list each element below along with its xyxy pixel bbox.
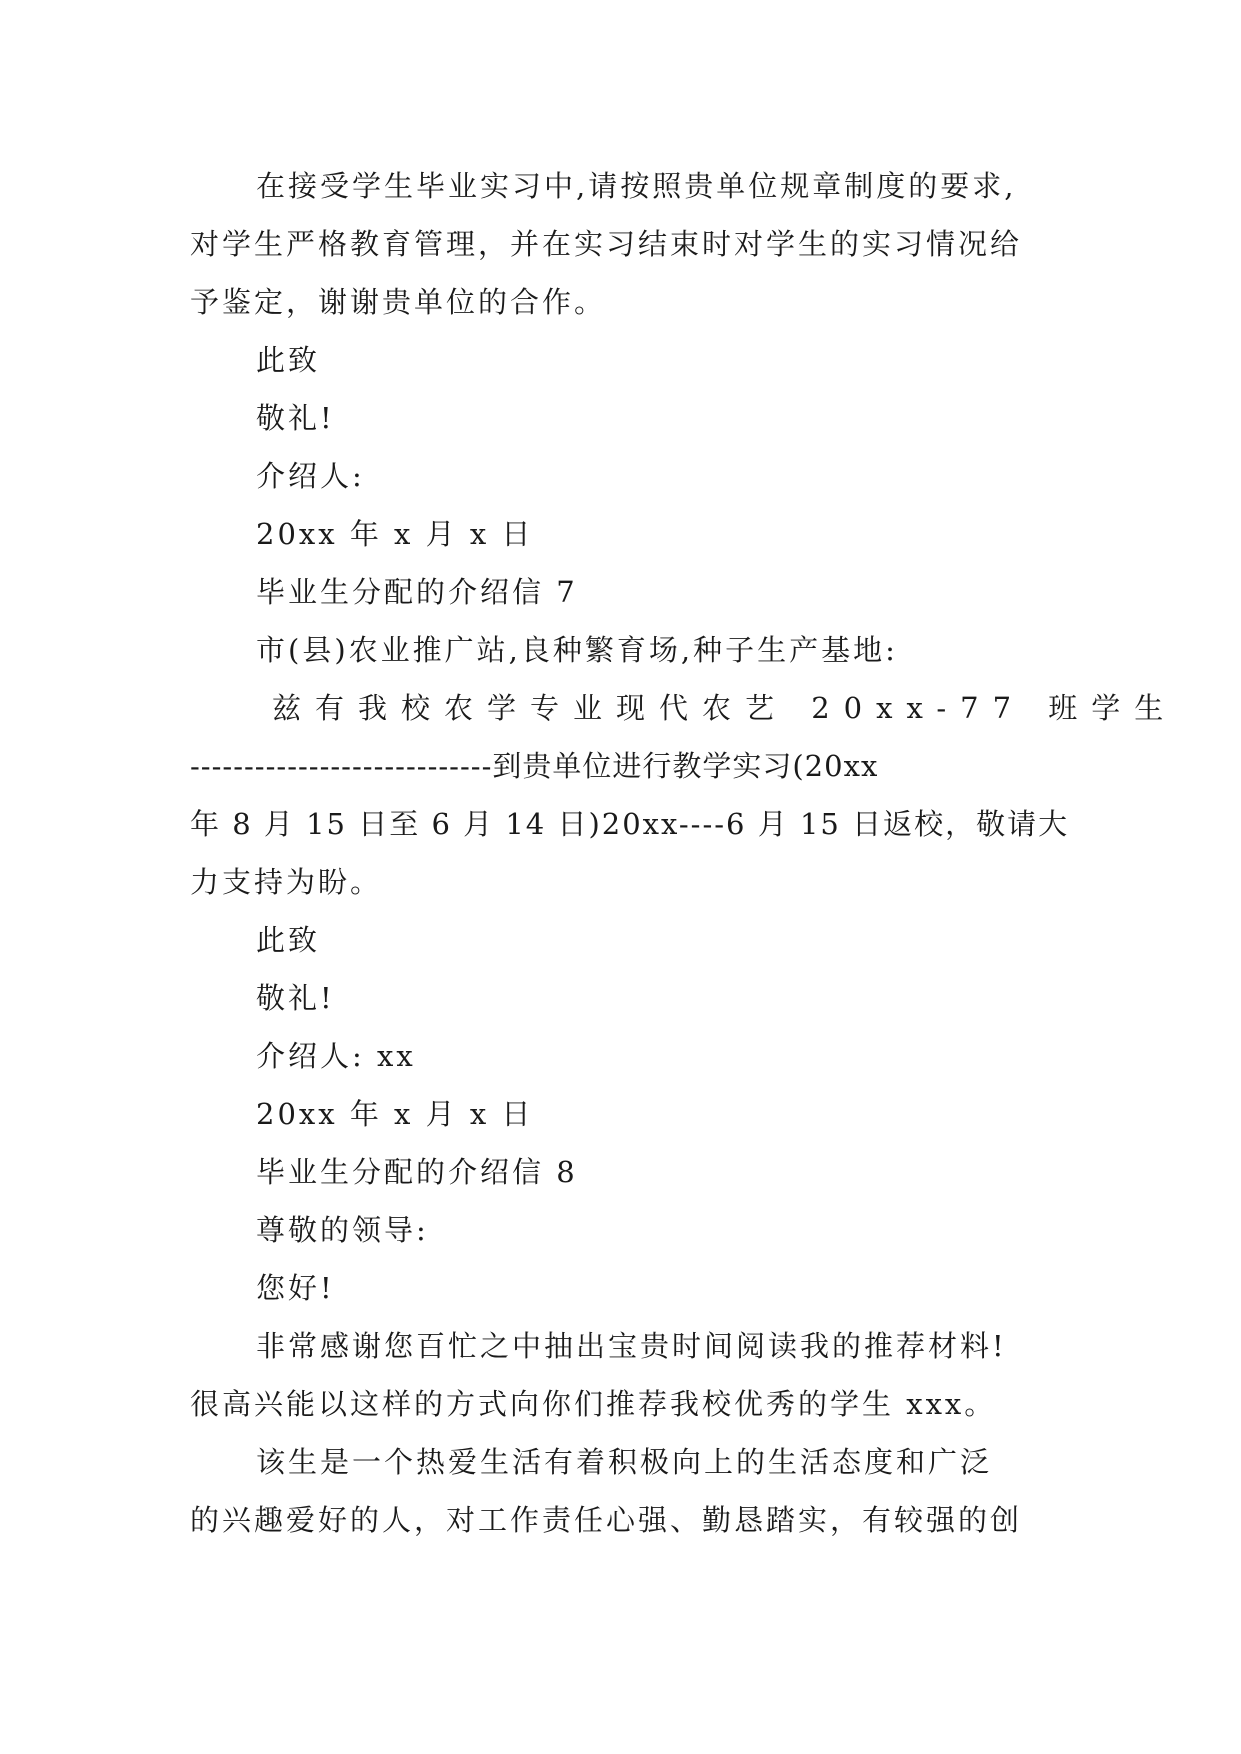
- paragraph-line: 敬礼!: [256, 401, 335, 435]
- paragraph-line: 您好!: [256, 1271, 335, 1305]
- paragraph-line: 的兴趣爱好的人，对工作责任心强、勤恳踏实，有较强的创: [190, 1503, 1023, 1537]
- paragraph-line: 该生是一个热爱生活有着积极向上的生活态度和广泛: [256, 1445, 993, 1479]
- paragraph-line: 对学生严格教育管理，并在实习结束时对学生的实习情况给: [190, 227, 1023, 261]
- paragraph-line: 力支持为盼。: [190, 865, 383, 899]
- paragraph-line: 此致: [256, 343, 321, 377]
- paragraph-line: 介绍人: xx: [256, 1039, 416, 1073]
- paragraph-line: 非常感谢您百忙之中抽出宝贵时间阅读我的推荐材料!: [256, 1329, 1007, 1363]
- paragraph-line: 尊敬的领导:: [256, 1213, 429, 1247]
- paragraph-line: 很高兴能以这样的方式向你们推荐我校优秀的学生 xxx。: [190, 1387, 997, 1421]
- paragraph-line: 敬礼!: [256, 981, 335, 1015]
- paragraph-line: 兹有我校农学专业现代农艺 20xx-77 班学生: [272, 691, 1178, 725]
- paragraph-line: 年 8 月 15 日至 6 月 14 日)20xx----6 月 15 日返校，敬请大: [190, 807, 1070, 841]
- paragraph-line: 介绍人:: [256, 459, 365, 493]
- section-heading: 毕业生分配的介绍信 7: [256, 575, 578, 609]
- date-line: 20xx 年 x 月 x 日: [256, 1097, 534, 1131]
- paragraph-line: 此致: [256, 923, 321, 957]
- date-line: 20xx 年 x 月 x 日: [256, 517, 534, 551]
- paragraph-line: 市(县)农业推广站,良种繁育场,种子生产基地:: [256, 633, 898, 667]
- paragraph-line: 予鉴定，谢谢贵单位的合作。: [190, 285, 607, 319]
- paragraph-line: 在接受学生毕业实习中,请按照贵单位规章制度的要求,: [256, 169, 1017, 203]
- section-heading: 毕业生分配的介绍信 8: [256, 1155, 578, 1189]
- paragraph-line: ----------------------------到贵单位进行教学实习(20xx: [190, 749, 879, 783]
